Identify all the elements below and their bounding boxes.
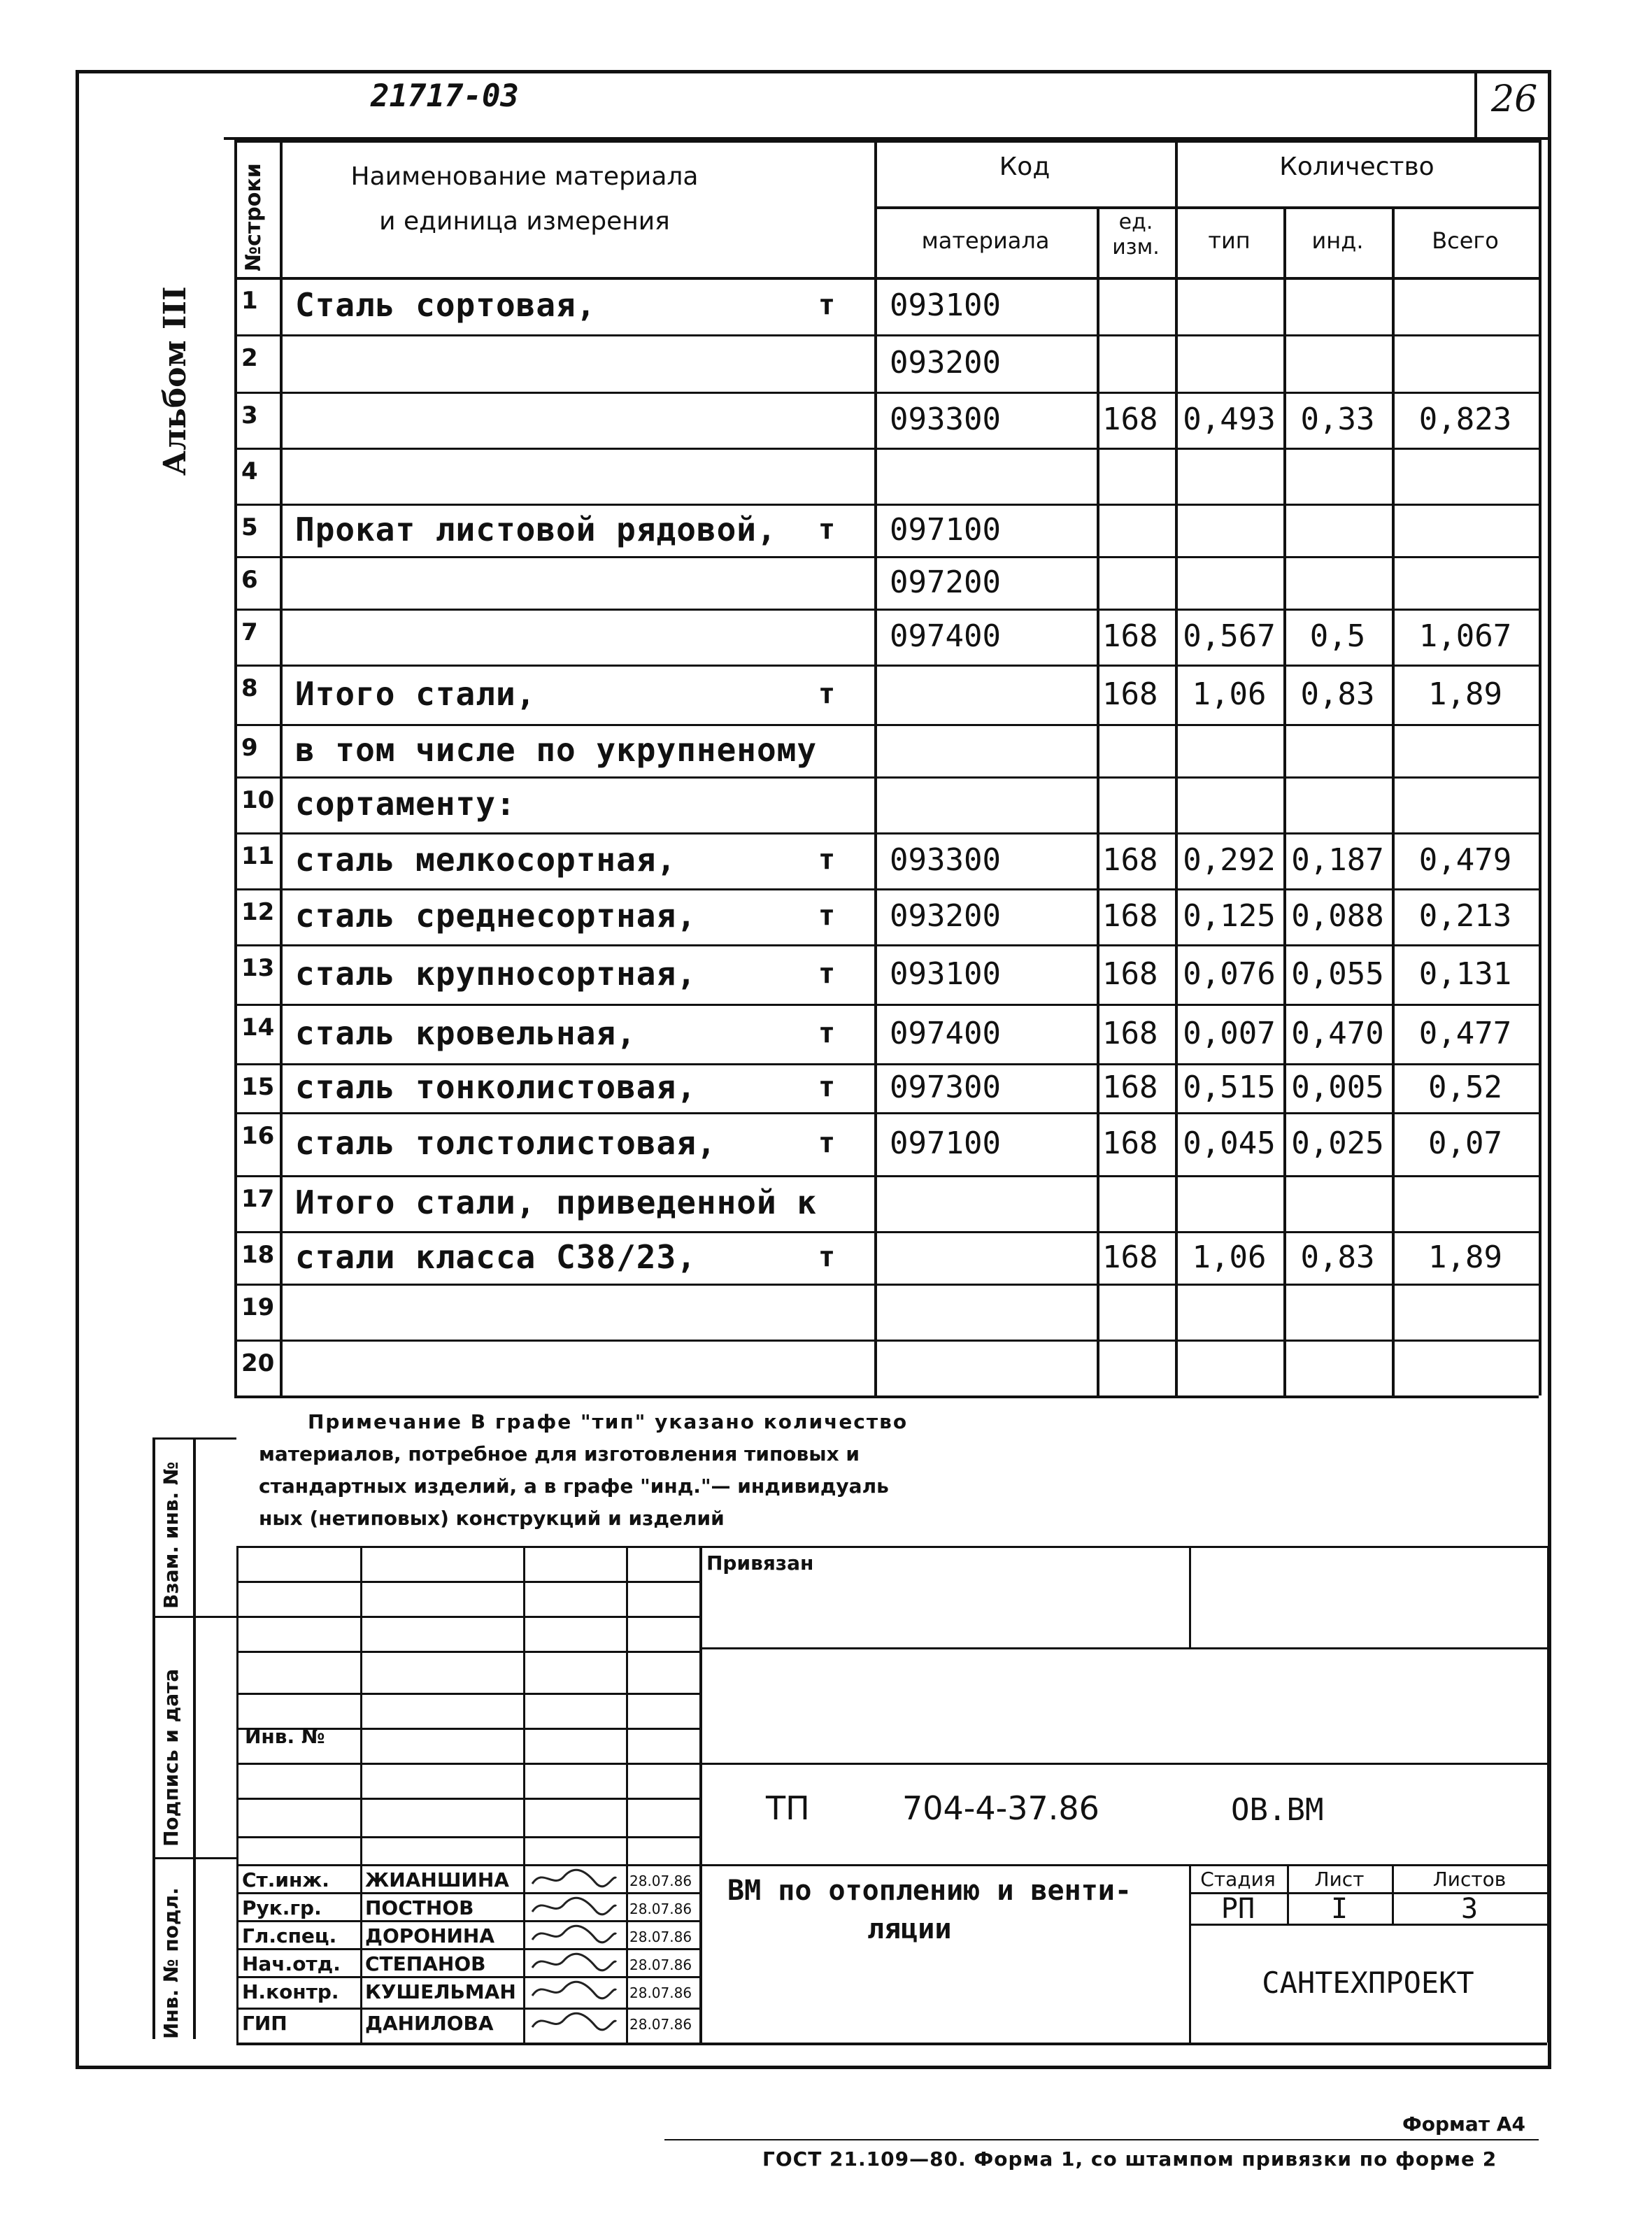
qty-type: 0,007 — [1183, 1015, 1276, 1051]
stamp-person: ЖИАНШИНА — [365, 1868, 509, 1891]
row-number: 8 — [241, 674, 258, 702]
material-unit: т — [818, 1016, 836, 1049]
stamp-role: ГИП — [242, 2012, 287, 2035]
stamp-signature — [529, 1976, 620, 2010]
note-line-3: стандартных изделий, а в графе "инд."— индивидуаль — [259, 1475, 889, 1498]
row-number: 19 — [241, 1293, 275, 1321]
material-name: Итого стали, — [295, 674, 536, 713]
stamp-role: Нач.отд. — [242, 1952, 341, 1975]
header-qty-total: Всего — [1432, 227, 1499, 254]
material-name: сталь мелкосортная, — [295, 841, 677, 879]
row-number: 5 — [241, 513, 258, 541]
stamp-left-row-line — [236, 1836, 699, 1838]
header-code: Код — [999, 152, 1051, 181]
material-code: 097400 — [890, 1015, 1001, 1051]
stamp-title-split — [1189, 1864, 1191, 2043]
col-line-ind — [1283, 206, 1286, 1395]
unit-code: 168 — [1102, 618, 1158, 654]
stamp-date: 28.07.86 — [629, 1873, 692, 1889]
tp-label: ТП — [766, 1789, 810, 1827]
stamp-person: ДОРОНИНА — [365, 1924, 495, 1947]
material-name: сортаменту: — [295, 785, 516, 823]
stamp-left-row-line — [236, 1864, 699, 1866]
material-code: 093200 — [890, 898, 1001, 934]
material-name: Итого стали, приведенной к — [295, 1184, 818, 1221]
col-line-code — [874, 140, 877, 1395]
row-separator — [234, 1340, 1539, 1342]
qty-ind: 0,088 — [1291, 898, 1384, 934]
row-separator — [234, 504, 1539, 506]
material-code: 093300 — [890, 842, 1001, 878]
stamp-date: 28.07.86 — [629, 1984, 692, 2001]
stamp-person: ПОСТНОВ — [365, 1896, 474, 1919]
unit-code: 168 — [1102, 1070, 1158, 1105]
stamp-right-border — [1547, 1546, 1550, 2043]
row-separator — [234, 665, 1539, 667]
row-separator — [234, 724, 1539, 726]
row-separator — [234, 1112, 1539, 1114]
header-row-no: №строки — [241, 163, 266, 271]
material-code: 093100 — [890, 287, 1001, 323]
qty-type: 0,567 — [1183, 618, 1276, 654]
row-separator — [234, 334, 1539, 336]
stamp-left-row-line — [236, 1581, 699, 1583]
note-block — [259, 1406, 1028, 1535]
stamp-left-row-line — [236, 1948, 699, 1950]
stamp-col-3 — [626, 1546, 628, 2043]
row-separator — [234, 944, 1539, 946]
qty-ind: 0,025 — [1291, 1125, 1384, 1161]
title-line-2: ляции — [867, 1913, 952, 1945]
stamp-date: 28.07.86 — [629, 2016, 692, 2033]
side-sep-3 — [152, 1857, 236, 1859]
header-code-material: материала — [921, 227, 1050, 254]
material-name: сталь толстолистовая, — [295, 1124, 717, 1162]
material-unit: т — [818, 844, 836, 876]
organization: САНТЕХПРОЕКТ — [1262, 1966, 1474, 2000]
note-line-2: материалов, потребное для изготовления типовых и — [259, 1442, 860, 1465]
qty-total: 1,89 — [1428, 1239, 1502, 1275]
qty-type: 0,515 — [1183, 1070, 1276, 1105]
footer-rule — [664, 2139, 1539, 2140]
side-label-podpis: Подпись и дата — [159, 1668, 183, 1847]
stamp-privyazan-line — [699, 1647, 1547, 1649]
row-number: 10 — [241, 786, 275, 814]
row-number: 20 — [241, 1349, 275, 1377]
unit-code: 168 — [1102, 898, 1158, 934]
header-name-line1: Наименование материала — [350, 162, 699, 191]
row-number: 1 — [241, 287, 258, 315]
material-unit: т — [818, 957, 836, 990]
material-name: сталь крупносортная, — [295, 954, 697, 993]
side-label-inv: Инв. № подл. — [159, 1887, 183, 2039]
col-line-ed — [1097, 206, 1099, 1395]
material-name: Сталь сортовая, — [295, 286, 597, 324]
header-qty-type: тип — [1208, 227, 1251, 254]
qty-total: 0,477 — [1418, 1015, 1512, 1051]
album-label: Альбом III — [157, 286, 193, 476]
qty-ind: 0,33 — [1300, 402, 1375, 437]
unit-code: 168 — [1102, 842, 1158, 878]
stamp-privyazan-split — [1189, 1546, 1191, 1647]
qty-ind: 0,5 — [1309, 618, 1366, 654]
material-unit: т — [818, 900, 836, 932]
sheet-value: I — [1330, 1893, 1348, 1925]
sheets-label: Листов — [1432, 1868, 1507, 1891]
stamp-role: Ст.инж. — [242, 1868, 329, 1891]
title-line-1: ВМ по отоплению и венти- — [727, 1875, 1132, 1907]
table-right-line — [1539, 140, 1541, 1395]
material-unit: т — [818, 677, 836, 710]
table-bottom-line — [234, 1395, 1539, 1398]
qty-total: 0,07 — [1428, 1125, 1502, 1161]
material-code: 097300 — [890, 1070, 1001, 1105]
side-col-left — [152, 1437, 155, 2039]
gost-label: ГОСТ 21.109—80. Форма 1, со штампом привязки по форме 2 — [762, 2147, 1497, 2171]
row-separator — [234, 1004, 1539, 1006]
stamp-role: Рук.гр. — [242, 1896, 322, 1919]
header-name-line2: и единица измерения — [379, 207, 670, 236]
project-mark: ОВ.ВМ — [1231, 1792, 1324, 1828]
row-separator — [234, 556, 1539, 558]
stage-value: РП — [1220, 1893, 1255, 1925]
row-number: 9 — [241, 734, 258, 762]
stamp-top-line — [236, 1546, 1547, 1548]
material-name: Прокат листовой рядовой, — [295, 510, 777, 548]
stamp-left-row-line — [236, 1892, 699, 1894]
qty-total: 0,479 — [1418, 842, 1512, 878]
stamp-date: 28.07.86 — [629, 1956, 692, 1973]
stamp-col-2 — [523, 1546, 525, 2043]
header-qty-ind: инд. — [1311, 227, 1364, 254]
material-name: стали класса С38/23, — [295, 1237, 697, 1276]
row-number: 14 — [241, 1014, 275, 1042]
qty-type: 0,292 — [1183, 842, 1276, 878]
stamp-title-top-line — [699, 1864, 1547, 1866]
stamp-bottom-line — [236, 2043, 1547, 2045]
material-unit: т — [818, 1127, 836, 1159]
row-separator — [234, 1231, 1539, 1233]
material-code: 097200 — [890, 564, 1001, 600]
table-top-line — [234, 140, 1539, 143]
qty-total: 1,067 — [1418, 618, 1512, 654]
stamp-left-row-line — [236, 1976, 699, 1978]
privyazan-label: Привязан — [706, 1551, 814, 1575]
material-code: 093100 — [890, 956, 1001, 992]
material-unit: т — [818, 513, 836, 546]
stamp-date: 28.07.86 — [629, 1901, 692, 1917]
stamp-left-row-line — [236, 1763, 699, 1765]
qty-ind: 0,005 — [1291, 1070, 1384, 1105]
unit-code: 168 — [1102, 1125, 1158, 1161]
sheets-value: 3 — [1460, 1893, 1479, 1925]
note-line-1: Примечание В графе "тип" указано количество — [308, 1410, 909, 1433]
row-number: 16 — [241, 1122, 275, 1150]
row-number: 7 — [241, 618, 258, 646]
document-number: 21717-03 — [371, 78, 519, 114]
side-col-right — [193, 1437, 196, 2039]
col-line-tip — [1175, 140, 1178, 1395]
note-line-4: ных (нетиповых) конструкций и изделий — [259, 1507, 725, 1530]
material-unit: т — [818, 1071, 836, 1103]
material-code: 093300 — [890, 402, 1001, 437]
qty-type: 0,125 — [1183, 898, 1276, 934]
header-mid-line — [874, 206, 1539, 209]
material-code: 097400 — [890, 618, 1001, 654]
stamp-left-row-line — [236, 1920, 699, 1922]
row-separator — [234, 448, 1539, 450]
material-name: сталь кровельная, — [295, 1014, 636, 1052]
qty-type: 0,493 — [1183, 402, 1276, 437]
page-number: 26 — [1491, 78, 1538, 120]
row-number: 13 — [241, 954, 275, 982]
stamp-left-border — [236, 1546, 238, 2043]
qty-ind: 0,055 — [1291, 956, 1384, 992]
qty-ind: 0,187 — [1291, 842, 1384, 878]
row-separator — [234, 1284, 1539, 1286]
header-quantity: Количество — [1279, 152, 1434, 181]
qty-total: 0,213 — [1418, 898, 1512, 934]
stamp-signature — [529, 2008, 620, 2042]
material-unit: т — [818, 1240, 836, 1273]
row-number: 6 — [241, 566, 258, 594]
row-number: 17 — [241, 1185, 275, 1213]
qty-type: 0,045 — [1183, 1125, 1276, 1161]
qty-type: 0,076 — [1183, 956, 1276, 992]
row-number: 3 — [241, 402, 258, 429]
side-label-vzam: Взам. инв. № — [159, 1461, 183, 1609]
row-separator — [234, 392, 1539, 394]
stamp-role: Н.контр. — [242, 1980, 339, 2003]
row-number: 2 — [241, 344, 258, 372]
material-unit: т — [818, 289, 836, 321]
stamp-left-row-line — [236, 2008, 699, 2010]
row-number: 4 — [241, 457, 258, 485]
qty-total: 1,89 — [1428, 676, 1502, 712]
row-number: 15 — [241, 1073, 275, 1101]
stage-label: Стадия — [1200, 1868, 1276, 1891]
row-number: 11 — [241, 842, 275, 870]
side-sep-2 — [152, 1616, 236, 1618]
stamp-tp-top-line — [699, 1763, 1547, 1765]
material-name: сталь среднесортная, — [295, 897, 697, 935]
qty-ind: 0,83 — [1300, 1239, 1375, 1275]
stamp-left-row-line — [236, 1693, 699, 1695]
sheet-label: Лист — [1314, 1868, 1365, 1891]
stamp-person: ДАНИЛОВА — [365, 2012, 494, 2035]
row-separator — [234, 1175, 1539, 1177]
material-code: 097100 — [890, 1125, 1001, 1161]
qty-total: 0,52 — [1428, 1070, 1502, 1105]
stamp-role: Гл.спец. — [242, 1924, 337, 1947]
row-separator — [234, 1063, 1539, 1065]
qty-type: 1,06 — [1192, 676, 1267, 712]
qty-ind: 0,470 — [1291, 1015, 1384, 1051]
inv-no-label: Инв. № — [245, 1725, 325, 1748]
stamp-left-row-line — [236, 1798, 699, 1800]
material-name: сталь тонколистовая, — [295, 1068, 697, 1106]
material-code: 093200 — [890, 345, 1001, 381]
col-line-total — [1392, 206, 1395, 1395]
stamp-person: СТЕПАНОВ — [365, 1952, 486, 1975]
material-code: 097100 — [890, 511, 1001, 548]
unit-code: 168 — [1102, 1239, 1158, 1275]
stamp-date: 28.07.86 — [629, 1929, 692, 1945]
row-separator — [234, 832, 1539, 835]
material-name: в том числе по укрупненому — [295, 730, 818, 769]
stamp-left-row-line — [236, 1651, 699, 1653]
project-code: 704-4-37.86 — [902, 1789, 1099, 1827]
stamp-mid-border — [699, 1546, 702, 2043]
header-code-unit: ед. изм. — [1112, 210, 1160, 260]
row-separator — [234, 609, 1539, 611]
row-separator — [234, 776, 1539, 779]
unit-code: 168 — [1102, 1015, 1158, 1051]
format-label: Формат А4 — [1402, 2112, 1525, 2136]
unit-code: 168 — [1102, 956, 1158, 992]
qty-type: 1,06 — [1192, 1239, 1267, 1275]
stamp-person: КУШЕЛЬМАН — [365, 1980, 516, 2003]
qty-total: 0,823 — [1418, 402, 1512, 437]
row-separator — [234, 888, 1539, 890]
qty-ind: 0,83 — [1300, 676, 1375, 712]
side-sep-1 — [152, 1437, 236, 1440]
qty-total: 0,131 — [1418, 956, 1512, 992]
unit-code: 168 — [1102, 402, 1158, 437]
unit-code: 168 — [1102, 676, 1158, 712]
stamp-left-row-line — [236, 1616, 699, 1618]
row-number: 18 — [241, 1241, 275, 1269]
stamp-col-1 — [360, 1546, 362, 2043]
header-bottom-line — [234, 277, 1539, 280]
page-number-divider — [1474, 70, 1477, 140]
row-number: 12 — [241, 898, 275, 926]
